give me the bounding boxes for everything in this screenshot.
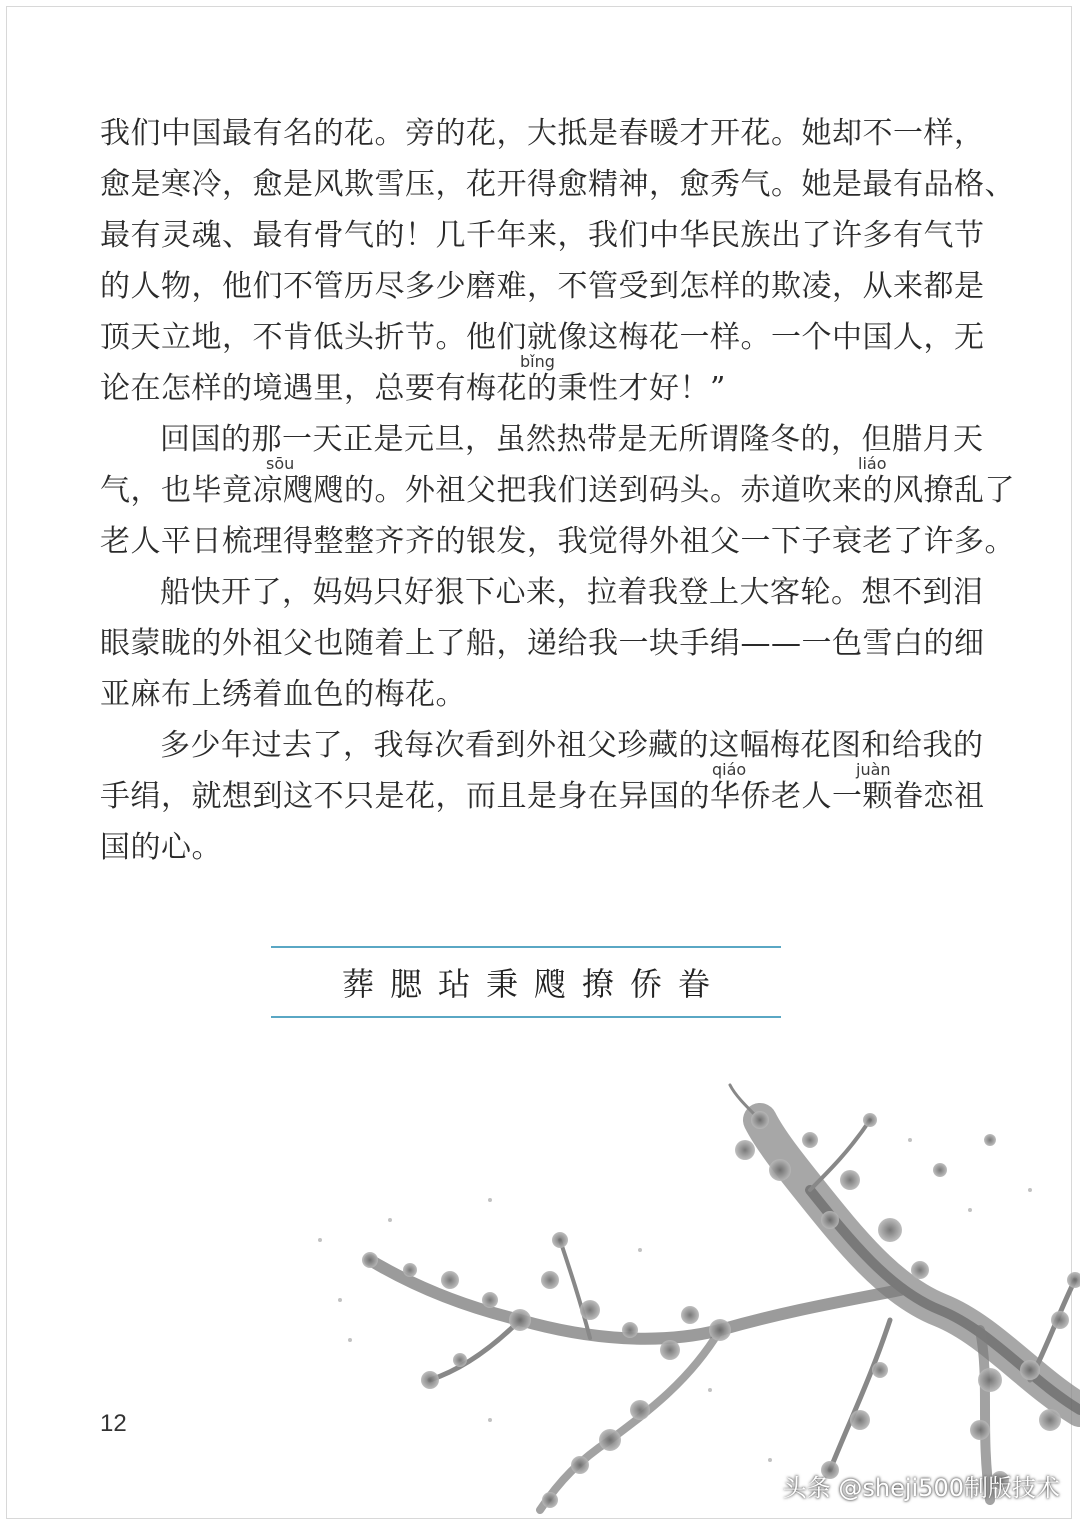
text-line: 我们中国最有名的花。旁的花，大抵是春暖才开花。她却不一样， bbox=[100, 116, 985, 151]
text-line: 多少年过去了，我每次看到外祖父珍藏的这幅梅花图和给我的 bbox=[160, 728, 984, 763]
text-line-content: 气，也毕竟凉飕飕的。外祖父把我们送到码头。赤道吹来的风撩乱了 bbox=[100, 473, 1015, 508]
vocab-character: 飕 bbox=[534, 965, 567, 1003]
vocab-character: 撩 bbox=[582, 965, 615, 1003]
text-line: 船快开了，妈妈只好狠下心来，拉着我登上大客轮。想不到泪 bbox=[160, 575, 984, 610]
pinyin-annotation: liáo bbox=[858, 454, 887, 473]
vocab-character: 侨 bbox=[630, 965, 663, 1003]
text-line: 的人物，他们不管历尽多少磨难，不管受到怎样的欺凌，从来都是 bbox=[100, 269, 985, 304]
body-text bbox=[100, 108, 1015, 873]
pinyin-annotation: bǐng bbox=[520, 352, 555, 371]
text-line bbox=[100, 454, 1015, 516]
text-line-content: 论在怎样的境遇里，总要有梅花的秉性才好！” bbox=[100, 371, 726, 406]
text-line: 顶天立地，不肯低头折节。他们就像这梅花一样。一个中国人，无 bbox=[100, 320, 985, 355]
pinyin-annotation: qiáo bbox=[712, 760, 747, 779]
text-line: 老人平日梳理得整整齐齐的银发，我觉得外祖父一下子衰老了许多。 bbox=[100, 524, 1015, 559]
text-line: 亚麻布上绣着血色的梅花。 bbox=[100, 677, 466, 712]
vocab-character: 秉 bbox=[485, 965, 518, 1003]
text-line: 愈是寒冷，愈是风欺雪压，花开得愈精神，愈秀气。她是最有品格、 bbox=[100, 167, 1015, 202]
text-line: 眼蒙眬的外祖父也随着上了船，递给我一块手绢——一色雪白的细 bbox=[100, 626, 985, 661]
plum-blossom-branch-icon bbox=[290, 1080, 1080, 1527]
vocab-character: 眷 bbox=[678, 965, 711, 1003]
text-line bbox=[100, 352, 956, 414]
watermark: 头条 @sheji500制版技术 bbox=[782, 1474, 1060, 1502]
vocab-character: 葬 bbox=[341, 965, 374, 1003]
text-line bbox=[100, 760, 985, 822]
pinyin-annotation: juàn bbox=[856, 760, 891, 779]
text-line: 国的心。 bbox=[100, 830, 222, 865]
text-line-content: 手绢，就想到这不只是花，而且是身在异国的华侨老人一颗眷恋祖 bbox=[100, 779, 985, 814]
vocabulary-box bbox=[271, 946, 781, 1018]
text-line: 回国的那一天正是元旦，虽然热带是无所谓隆冬的，但腊月天 bbox=[160, 422, 984, 457]
text-line: 最有灵魂、最有骨气的！几千年来，我们中华民族出了许多有气节 bbox=[100, 218, 985, 253]
pinyin-annotation: sōu bbox=[266, 454, 295, 473]
page-number: 12 bbox=[100, 1410, 127, 1437]
vocab-character: 腮 bbox=[389, 965, 422, 1003]
vocab-character: 玷 bbox=[437, 965, 470, 1003]
